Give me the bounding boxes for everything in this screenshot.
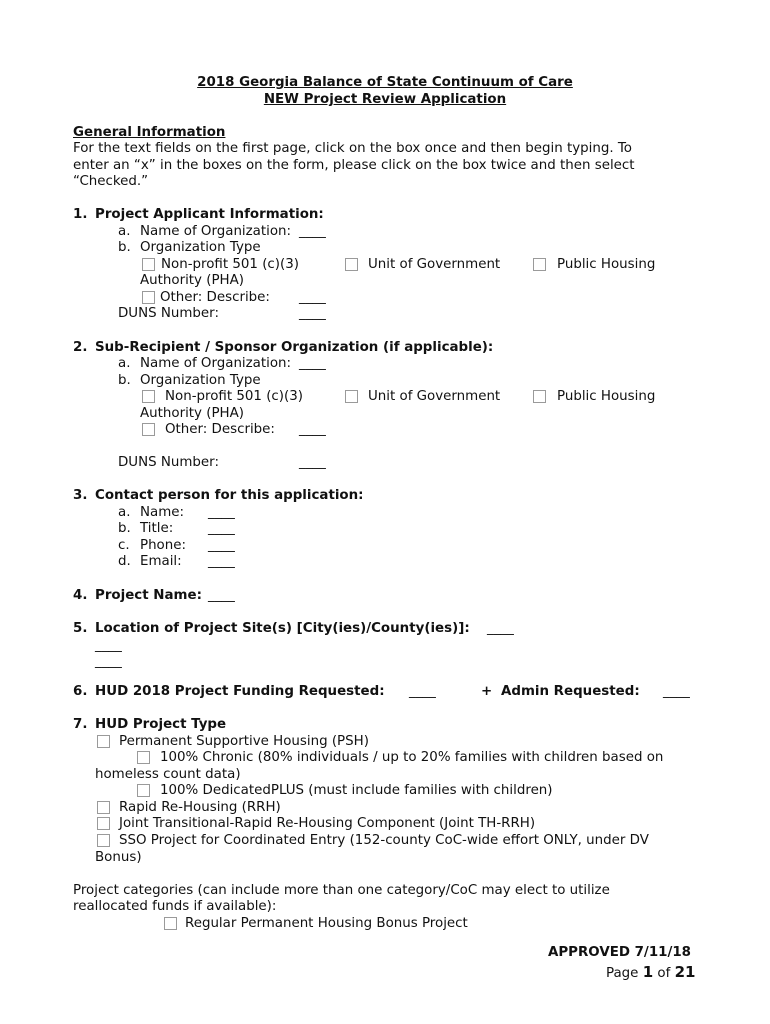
s2-other-checkbox[interactable] [142,423,155,436]
s2-public-housing-label: Public Housing [557,389,656,404]
s1-unit-gov-label: Unit of Government [368,257,501,272]
s7-rrh-checkbox[interactable] [97,801,110,814]
s3-c-letter: c. [118,538,130,553]
s3-phone-label: Phone: [140,538,186,553]
page-word: Page [606,966,639,981]
s1-duns-field[interactable]: ____ [299,306,326,321]
s3-a-letter: a. [118,505,131,520]
s6-funding-field[interactable]: ____ [409,684,436,699]
s7-chronic-checkbox[interactable] [137,751,150,764]
s7-chronic-label-2: homeless count data) [95,767,241,782]
s1-authority-label: Authority (PHA) [140,273,244,288]
s1-public-housing-checkbox[interactable] [533,258,546,271]
general-heading: General Information [73,125,226,140]
s3-heading: Contact person for this application: [95,488,364,503]
s2-public-housing-checkbox[interactable] [533,390,546,403]
s7-rrh-label: Rapid Re-Housing (RRH) [119,800,281,815]
s3-title-label: Title: [140,521,174,536]
s7-joint-checkbox[interactable] [97,817,110,830]
s1-unit-gov-checkbox[interactable] [345,258,358,271]
general-line-1: For the text fields on the first page, click on the box once and then begin typing. To [73,141,632,156]
s2-org-type-label: Organization Type [140,373,261,388]
s4-project-name-field[interactable]: ____ [208,588,235,603]
s7-heading: HUD Project Type [95,717,227,732]
s1-org-name-label: Name of Organization: [140,224,292,239]
title-line-1: 2018 Georgia Balance of State Continuum of Care [197,75,573,90]
s3-b-letter: b. [118,521,131,536]
s1-org-name-field[interactable]: ____ [299,224,326,239]
categories-line-1: Project categories (can include more than one category/CoC may elect to utilize [73,883,610,898]
s2-other-label: Other: Describe: [165,422,275,437]
s1-other-label: Other: Describe: [160,290,270,305]
s5-location-field-1[interactable]: ____ [487,621,514,636]
s1-duns-label: DUNS Number: [118,306,219,321]
s7-sso-checkbox[interactable] [97,834,110,847]
s6-plus-sign: + [481,684,493,699]
general-line-2: enter an “x” in the boxes on the form, please click on the box twice and then select [73,158,635,173]
s3-email-field[interactable]: ____ [208,554,235,569]
s4-heading: Project Name: [95,588,202,603]
s6-admin-label: Admin Requested: [501,684,640,699]
s1-org-type-label: Organization Type [140,240,261,255]
page-total: 21 [674,963,696,981]
general-line-3: “Checked.” [73,174,149,189]
title-line-2: NEW Project Review Application [263,92,507,107]
s2-duns-field[interactable]: ____ [299,455,326,470]
s5-location-field-3[interactable]: ____ [95,654,122,669]
s7-sso-label-1: SSO Project for Coordinated Entry (152-county CoC-wide effort ONLY, under DV [119,833,649,848]
categories-line-2: reallocated funds if available): [73,899,277,914]
s7-joint-label: Joint Transitional-Rapid Re-Housing Component (Joint TH-RRH) [119,816,536,831]
s1-other-field[interactable]: ____ [299,290,326,305]
s7-sso-label-2: Bonus) [95,850,142,865]
s1-nonprofit-label: Non-profit 501 (c)(3) [161,257,299,272]
s4-number: 4. [73,588,88,603]
s3-name-field[interactable]: ____ [208,505,235,520]
page-number: 1 [642,963,654,981]
s7-psh-label: Permanent Supportive Housing (PSH) [119,734,369,749]
s5-heading: Location of Project Site(s) [City(ies)/County(ies)]: [95,621,470,636]
s2-org-name-label: Name of Organization: [140,356,292,371]
s5-number: 5. [73,621,88,636]
s2-nonprofit-checkbox[interactable] [142,390,155,403]
s2-a-letter: a. [118,356,131,371]
s2-number: 2. [73,340,88,355]
s1-heading: Project Applicant Information: [95,207,324,222]
s6-admin-field[interactable]: ____ [663,684,690,699]
s1-public-housing-label: Public Housing [557,257,656,272]
s3-number: 3. [73,488,88,503]
s1-other-checkbox[interactable] [142,291,155,304]
s1-b-letter: b. [118,240,131,255]
s3-d-letter: d. [118,554,131,569]
s3-name-label: Name: [140,505,185,520]
s1-a-letter: a. [118,224,131,239]
s2-other-field[interactable]: ____ [299,422,326,437]
approved-stamp: APPROVED 7/11/18 [548,945,691,960]
s6-heading: HUD 2018 Project Funding Requested: [95,684,385,699]
of-word: of [657,966,671,981]
s3-phone-field[interactable]: ____ [208,538,235,553]
s2-b-letter: b. [118,373,131,388]
s1-number: 1. [73,207,88,222]
s7-chronic-label-1: 100% Chronic (80% individuals / up to 20% families with children based on [160,750,664,765]
s2-unit-gov-checkbox[interactable] [345,390,358,403]
s7-number: 7. [73,717,88,732]
regular-bonus-checkbox[interactable] [164,917,177,930]
s7-dedicated-label: 100% DedicatedPLUS (must include families with children) [160,783,553,798]
s2-nonprofit-label: Non-profit 501 (c)(3) [165,389,303,404]
s2-unit-gov-label: Unit of Government [368,389,501,404]
s2-duns-label: DUNS Number: [118,455,219,470]
page-indicator [606,964,695,982]
s3-title-field[interactable]: ____ [208,521,235,536]
s2-org-name-field[interactable]: ____ [299,356,326,371]
s7-psh-checkbox[interactable] [97,735,110,748]
s3-email-label: Email: [140,554,182,569]
s7-dedicated-checkbox[interactable] [137,784,150,797]
s1-nonprofit-checkbox[interactable] [142,258,155,271]
s6-number: 6. [73,684,88,699]
s2-authority-label: Authority (PHA) [140,406,244,421]
s2-heading: Sub-Recipient / Sponsor Organization (if applicable): [95,340,494,355]
regular-bonus-label: Regular Permanent Housing Bonus Project [185,916,468,931]
s5-location-field-2[interactable]: ____ [95,638,122,653]
